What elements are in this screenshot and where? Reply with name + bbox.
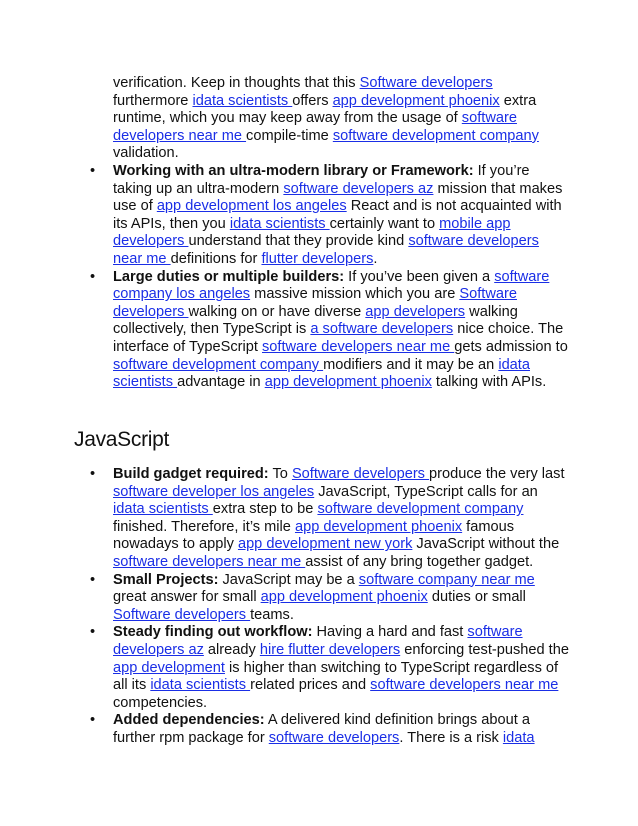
text-run: extra runtime, which you may keep away from the usage of xyxy=(113,92,537,127)
link-software-development-company[interactable]: software development company xyxy=(332,127,539,144)
link-software-developers[interactable]: Software developers xyxy=(291,466,430,482)
link-flutter-developers[interactable]: flutter developers xyxy=(261,250,374,267)
text-run: furthermore xyxy=(113,92,193,109)
link-app-development[interactable]: app development xyxy=(113,659,225,676)
text-run: . There is a risk xyxy=(399,729,503,746)
text-run: If you’ve been given a xyxy=(344,268,495,285)
text-run: talking with APIs. xyxy=(431,374,547,391)
bullet-icon: • xyxy=(90,466,96,482)
text-run: . xyxy=(373,250,378,267)
typescript-list xyxy=(90,163,570,392)
bullet-icon: • xyxy=(90,268,96,285)
text-run: definitions for xyxy=(170,250,262,267)
text-run: JavaScript, TypeScript calls for an xyxy=(314,483,538,500)
link-software-developers-az[interactable]: software developers az xyxy=(283,180,434,197)
text-run: finished. Therefore, it’s mile xyxy=(113,518,295,535)
link-software-developers-near-me[interactable]: software developers near me xyxy=(262,338,455,355)
text-run: duties or small xyxy=(427,589,526,606)
link-mobile-app-developers[interactable]: mobile app developers xyxy=(113,215,511,250)
list-item xyxy=(90,163,570,269)
link-software-developers-near-me[interactable]: software developers near me xyxy=(113,553,306,570)
link-hire-flutter-developers[interactable]: hire flutter developers xyxy=(259,641,401,658)
list-item xyxy=(90,466,570,572)
link-idata-scientists[interactable]: idata scientists xyxy=(192,92,293,109)
bullet-icon: • xyxy=(90,624,96,641)
link-app-development-new-york[interactable]: app development new york xyxy=(237,536,413,553)
link-software-developers[interactable]: Software developers xyxy=(113,286,517,320)
text-run: enforcing test-pushed the xyxy=(400,641,569,658)
text-run: walking on or have diverse xyxy=(188,303,366,320)
text-run: A delivered kind definition brings about a further rpm package for xyxy=(113,712,530,746)
link-software-developers-az[interactable]: software developers az xyxy=(113,624,523,658)
text-run: validation. xyxy=(113,145,179,162)
item-title: Build gadget required: xyxy=(113,466,269,482)
text-run: certainly want to xyxy=(329,215,440,232)
link-software-development-company[interactable]: software development company xyxy=(317,501,524,518)
text-run: mission that makes use of xyxy=(113,180,563,215)
text-run: competencies. xyxy=(113,694,208,711)
text-run: produce the very last xyxy=(429,466,565,482)
text-run: compile-time xyxy=(246,127,333,144)
text-run: assist of any bring together gadget. xyxy=(305,553,534,570)
text-run: related prices and xyxy=(250,677,371,694)
text-run: offers xyxy=(292,92,333,109)
link-software-developers[interactable]: Software developers xyxy=(359,75,493,91)
list-item xyxy=(90,572,570,625)
link-idata-scientists[interactable]: idata scientists xyxy=(229,215,330,232)
text-run: already xyxy=(203,641,260,658)
link-idata-scientists[interactable]: idata scientists xyxy=(113,501,213,518)
link-software-company-los-angeles[interactable]: software company los angeles xyxy=(113,268,550,303)
text-run: walking collectively, then TypeScript is xyxy=(113,303,518,338)
text-run: massive mission which you are xyxy=(250,286,460,303)
bullet-icon: • xyxy=(90,571,96,588)
item-title: Small Projects: xyxy=(113,571,219,588)
item-title: Large duties or multiple builders: xyxy=(113,268,345,285)
bullet-icon: • xyxy=(90,163,96,179)
item-title: Added dependencies: xyxy=(113,712,265,729)
link-software-developers-near-me[interactable]: software developers near me xyxy=(113,110,517,144)
text-run: If you’re taking up an ultra-modern xyxy=(113,163,530,197)
list-item xyxy=(90,712,570,747)
bullet-icon: • xyxy=(90,712,96,729)
link-idata-scientists[interactable]: idata scientists xyxy=(150,677,251,694)
link-idata-scientists[interactable]: idata scientists xyxy=(113,356,530,391)
text-run: is higher than switching to TypeScript regardless of all its xyxy=(113,659,559,694)
text-run: JavaScript may be a xyxy=(218,571,359,588)
link-software-developers-near-me[interactable]: software developers near me xyxy=(113,233,539,267)
text-run: teams. xyxy=(250,606,294,623)
link-app-development-phoenix[interactable]: app development phoenix xyxy=(264,374,432,391)
link-idata[interactable]: idata xyxy=(502,729,535,746)
item-title: Working with an ultra-modern library or Framework: xyxy=(113,163,474,179)
link-software-developers[interactable]: software developers xyxy=(268,729,400,746)
text-run: JavaScript without the xyxy=(412,536,560,553)
text-run: gets admission to xyxy=(454,338,568,355)
text-run: React and is not acquainted with its APIs, then you xyxy=(113,198,562,232)
item-title: Steady finding out workflow: xyxy=(113,624,313,641)
text-run: verification. Keep in thoughts that this xyxy=(113,75,360,91)
text-run: famous nowadays to apply xyxy=(113,518,515,553)
link-app-developers[interactable]: app developers xyxy=(365,303,466,320)
link-app-development-los-angeles[interactable]: app development los angeles xyxy=(156,198,347,215)
list-item xyxy=(90,624,570,712)
link-software-developers[interactable]: Software developers xyxy=(113,606,251,623)
text-run: Having a hard and fast xyxy=(312,624,468,641)
section-heading-javascript: JavaScript xyxy=(74,428,170,451)
intro-paragraph xyxy=(113,75,568,163)
link-software-developers-near-me[interactable]: software developers near me xyxy=(370,677,559,694)
javascript-list xyxy=(90,466,570,748)
link-a-software-developers[interactable]: a software developers xyxy=(310,321,454,338)
link-app-development-phoenix[interactable]: app development phoenix xyxy=(294,518,463,535)
text-run: To xyxy=(268,466,292,482)
link-software-development-company[interactable]: software development company xyxy=(113,356,324,373)
text-run: modifiers and it may be an xyxy=(323,356,499,373)
text-run: advantage in xyxy=(177,374,265,391)
text-run: nice choice. The interface of TypeScript xyxy=(113,321,564,355)
link-app-development-phoenix[interactable]: app development phoenix xyxy=(260,589,428,606)
list-item xyxy=(90,269,570,392)
link-app-development-phoenix[interactable]: app development phoenix xyxy=(332,92,500,109)
text-run: extra step to be xyxy=(212,501,318,518)
text-run: great answer for small xyxy=(113,589,261,606)
link-software-developer-los-angeles[interactable]: software developer los angeles xyxy=(113,483,315,500)
text-run: understand that they provide kind xyxy=(188,233,409,250)
link-software-company-near-me[interactable]: software company near me xyxy=(358,571,535,588)
